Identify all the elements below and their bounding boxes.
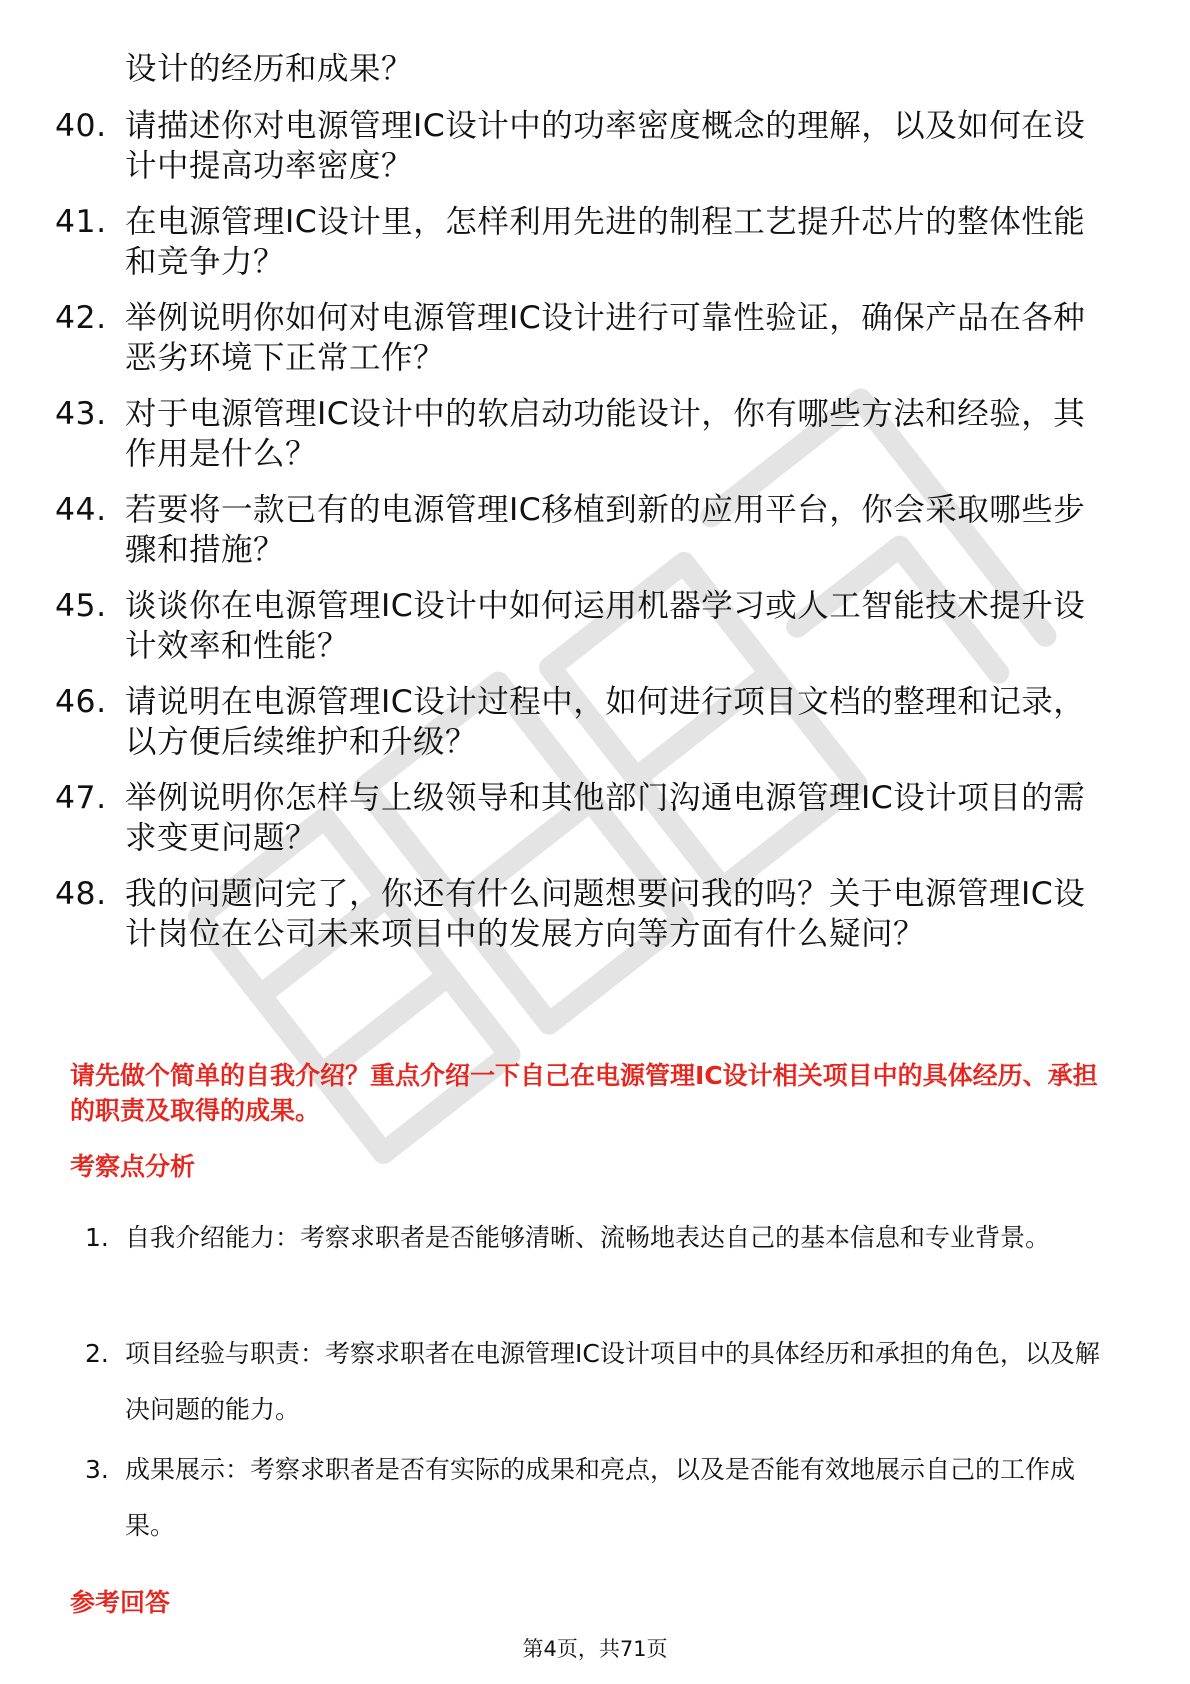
- featured-question: 请先做个简单的自我介绍？重点介绍一下自己在电源管理IC设计相关项目中的具体经历、承担的职责及取得的成果。: [70, 1061, 1098, 1125]
- list-item: [55, 298, 1115, 378]
- item-number: 43.: [55, 396, 107, 432]
- item-text: 举例说明你如何对电源管理IC设计进行可靠性验证，确保产品在各种恶劣环境下正常工作？: [125, 300, 1086, 376]
- item-text: 请描述你对电源管理IC设计中的功率密度概念的理解，以及如何在设计中提高功率密度？: [125, 108, 1086, 184]
- item-text: 我的问题问完了，你还有什么问题想要问我的吗？关于电源管理IC设计岗位在公司未来项目中的发展方向等方面有什么疑问？: [125, 876, 1086, 952]
- reference-section-title: 参考回答: [70, 1588, 171, 1617]
- item-number: 1.: [85, 1223, 109, 1252]
- item-text: 成果展示：考察求职者是否有实际的成果和亮点，以及是否能有效地展示自己的工作成果。: [125, 1455, 1076, 1540]
- item-number: 42.: [55, 300, 107, 336]
- item-text: 请说明在电源管理IC设计过程中，如何进行项目文档的整理和记录，以方便后续维护和升级？: [125, 684, 1086, 760]
- list-item: [55, 490, 1115, 570]
- item-number: 47.: [55, 780, 107, 816]
- item-text: 举例说明你怎样与上级领导和其他部门沟通电源管理IC设计项目的需求变更问题？: [125, 780, 1086, 856]
- item-text: 在电源管理IC设计里，怎样利用先进的制程工艺提升芯片的整体性能和竞争力？: [125, 204, 1086, 280]
- list-item: [55, 106, 1115, 186]
- list-item: [55, 874, 1115, 954]
- list-item: [55, 394, 1115, 474]
- item-number: 45.: [55, 588, 107, 624]
- list-item: [55, 682, 1115, 762]
- item-text: 谈谈你在电源管理IC设计中如何运用机器学习或人工智能技术提升设计效率和性能？: [125, 588, 1086, 664]
- item-text: 若要将一款已有的电源管理IC移植到新的应用平台，你会采取哪些步骤和措施？: [125, 492, 1086, 568]
- item-number: 46.: [55, 684, 107, 720]
- item-number: 41.: [55, 204, 107, 240]
- item-number: 48.: [55, 876, 107, 912]
- item-text: 项目经验与职责：考察求职者在电源管理IC设计项目中的具体经历和承担的角色，以及解决问题的能力。: [125, 1339, 1100, 1424]
- list-item: [70, 1210, 1120, 1266]
- item-number: 44.: [55, 492, 107, 528]
- list-item: [70, 1326, 1120, 1438]
- item-text: 自我介绍能力：考察求职者是否能够清晰、流畅地表达自己的基本信息和专业背景。: [125, 1223, 1051, 1252]
- list-item: [55, 778, 1115, 858]
- item-number: 3.: [85, 1455, 109, 1484]
- item-number: 40.: [55, 108, 107, 144]
- list-item: [70, 1442, 1120, 1554]
- analysis-section-title: 考察点分析: [70, 1152, 196, 1181]
- list-item: [55, 586, 1115, 666]
- list-item: [55, 202, 1115, 282]
- continuation-line: 设计的经历和成果？: [125, 51, 414, 87]
- page-footer: 第4页，共71页: [522, 1637, 668, 1661]
- item-text: 对于电源管理IC设计中的软启动功能设计，你有哪些方法和经验，其作用是什么？: [125, 396, 1086, 472]
- item-number: 2.: [85, 1339, 109, 1368]
